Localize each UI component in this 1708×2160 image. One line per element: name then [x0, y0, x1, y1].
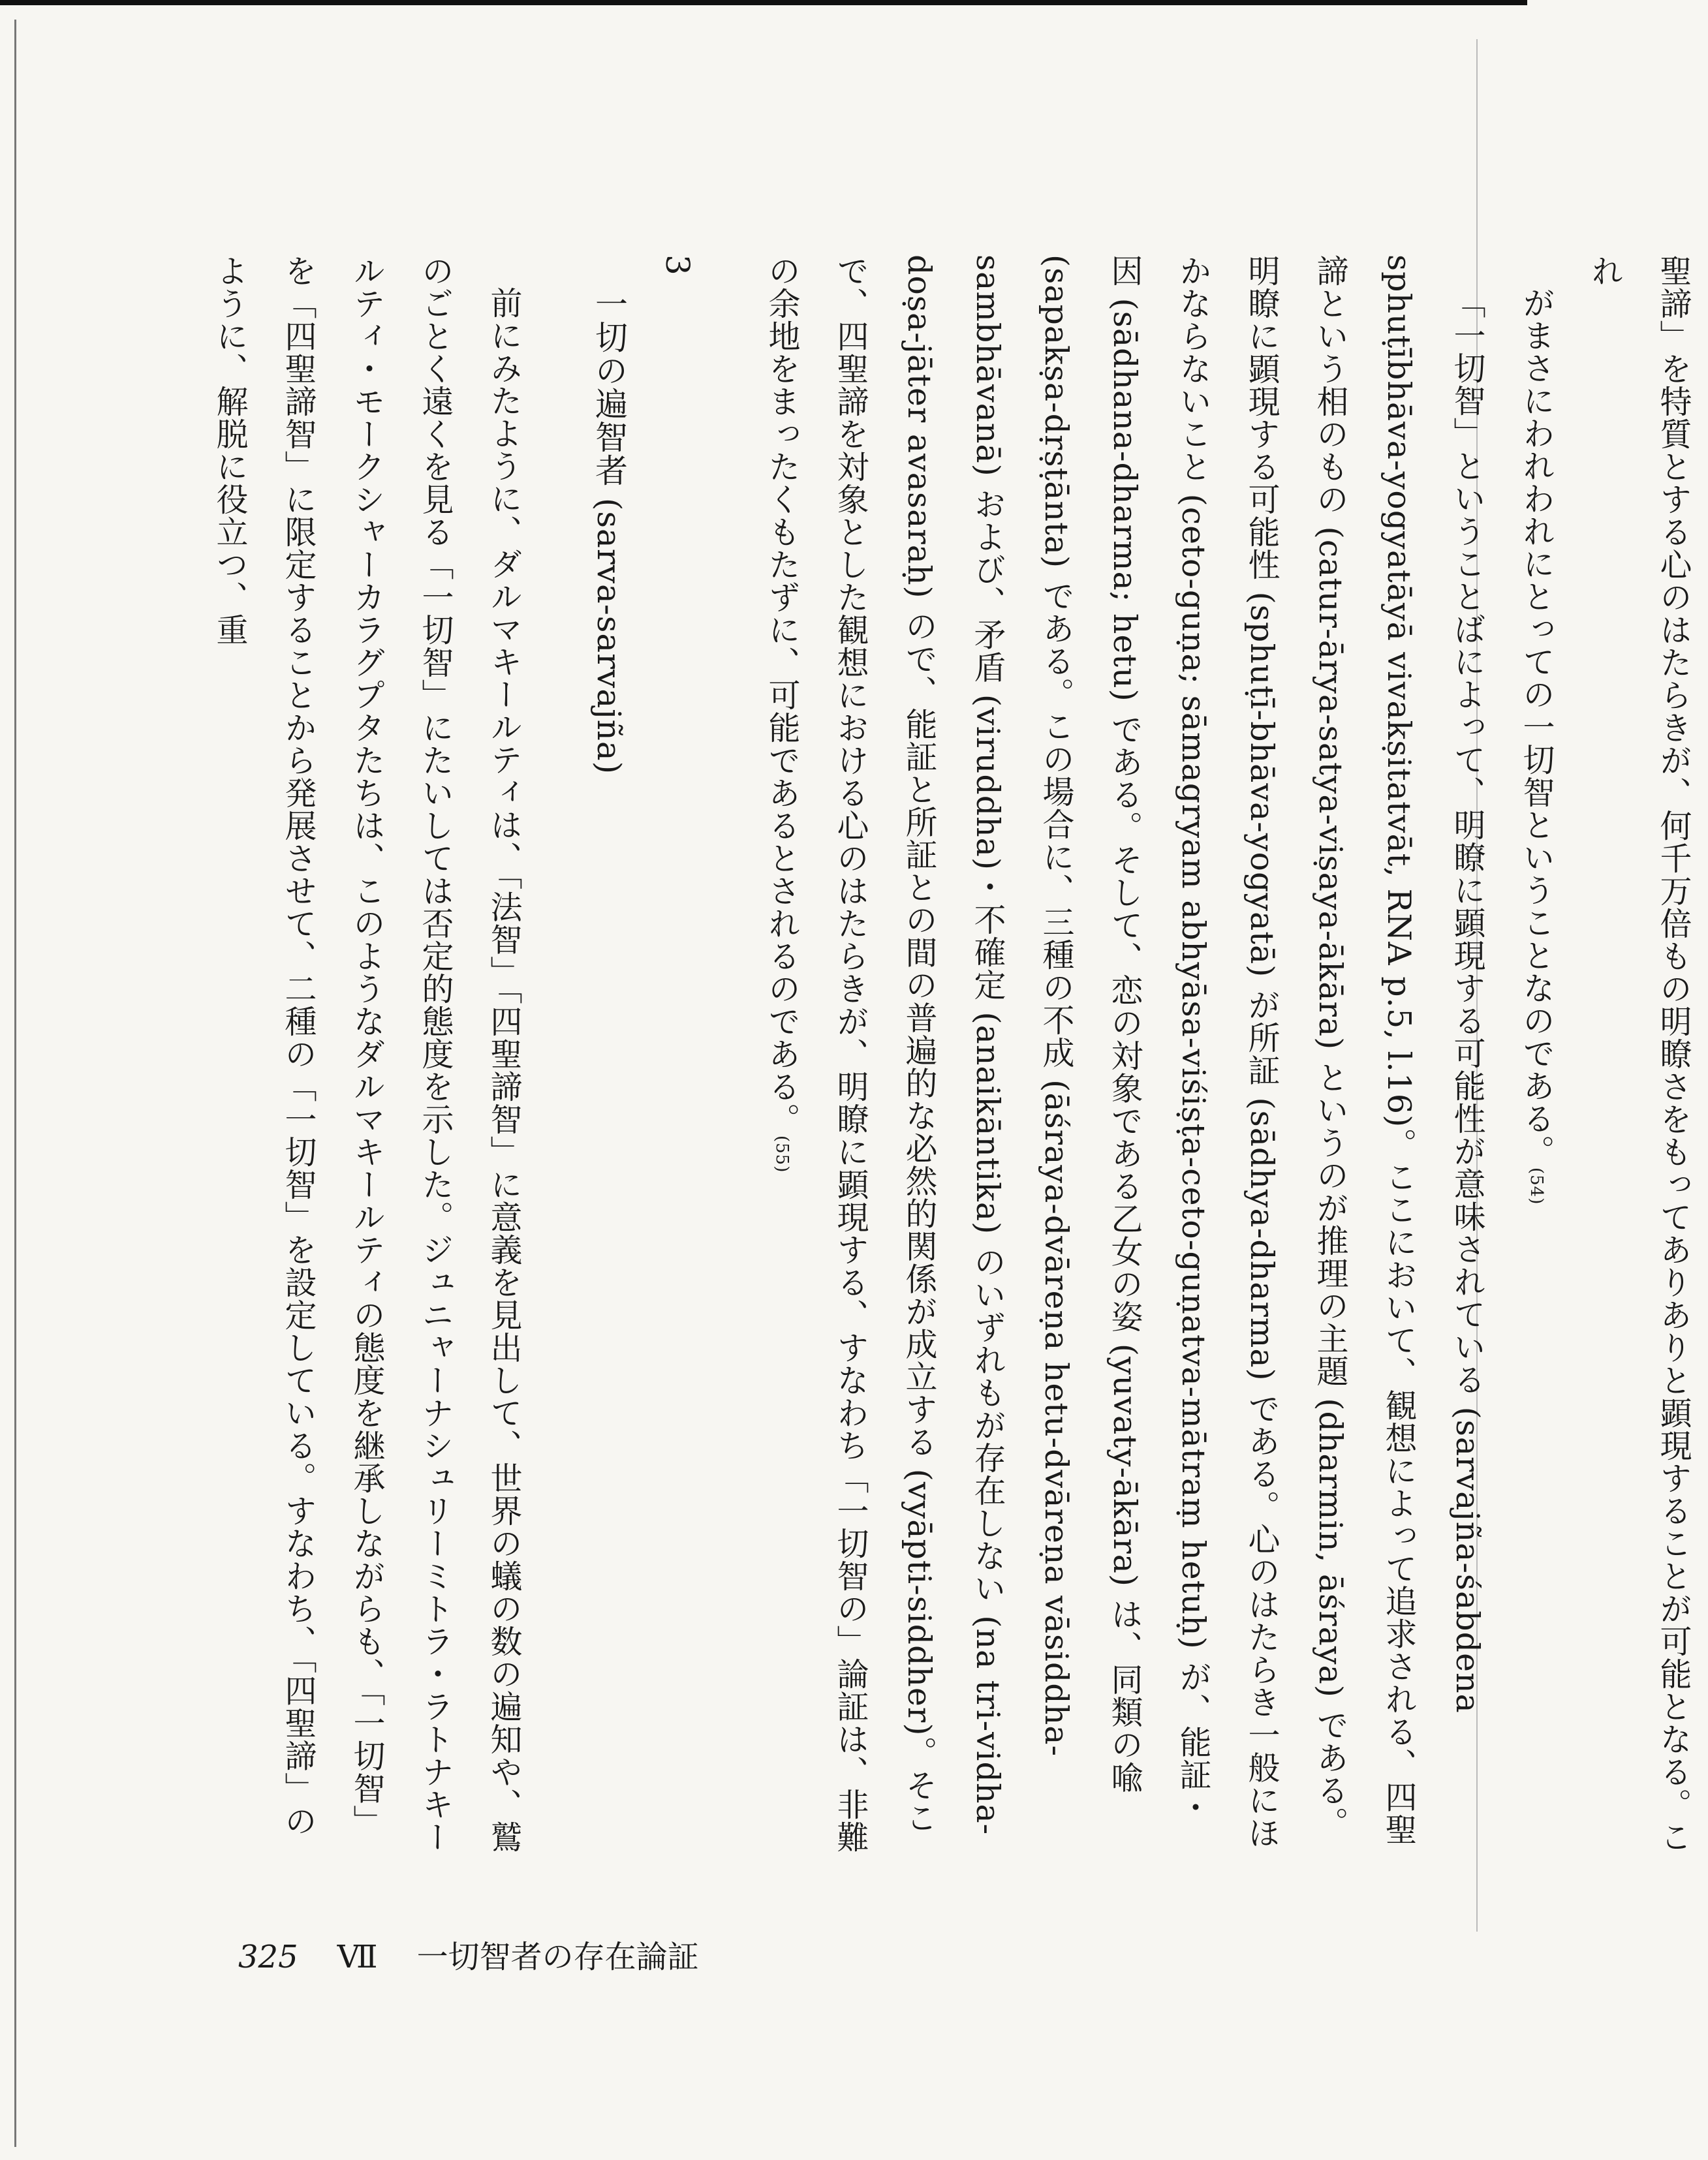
paragraph-1 [1502, 255, 1708, 1853]
paragraph-2-text: 「一切智」ということばによって、明瞭に顕現する可能性が意味されている (sarvajña-śabdena sphuṭībhāva-yogyatāyā vivakṣitatvāt, RNA p.5, l.16)。ここにおいて、観想によって追求される、四聖諦という相のもの (catur-ārya-satya-viṣaya-ākāra) というのが推理の主題 (dharmin, āśraya) である。明瞭に顕現する可能性 (sphuṭī-bhāva-yogyatā) が所証 (sādhya-dharma) である。心のはたらき一般にほかならないこと (ceto-guṇa; sāmagryam abhyāsa-viśiṣṭa-ceto-guṇatva-mātraṃ hetuḥ) が、能証・因 (sādhana-dharma; hetu) である。そして、恋の対象である乙女の姿 (yuvaty-ākāra) は、同類の喩 (sapakṣa-dṛṣṭānta) である。この場合に、三種の不成 (āśraya-dvāreṇa hetu-dvāreṇa vāsiddha-sambhāvanā) および、矛盾 (viruddha)・不確定 (anaikāntika) のいずれもが存在しない (na tri-vidha-doṣa-jāter avasaraḥ) ので、能証と所証との間の普遍的な必然的関係が成立する (vyāpti-siddher)。そこで、四聖諦を対象とした観想における心のはたらきが、明瞭に顕現する、すなわち「一切智の」論証は、非難の余地をまったくもたずに、可能であるとされるのである。 [764, 255, 1486, 1853]
binding-edge [14, 20, 16, 2147]
vertical-text-columns [196, 255, 1708, 1853]
page-number: 325 [238, 1939, 298, 1975]
page-body [196, 255, 1692, 1853]
footnote-54: (54) [1527, 1167, 1546, 1205]
chapter-title: 一切智者の存在論証 [416, 1939, 699, 1975]
paragraph-1-line2: がまさにわれわれにとっての一切智ということなのである。 [1518, 286, 1555, 1167]
section-heading [538, 255, 747, 1853]
paragraph-1-line1: 聖諦」を特質とする心のはたらきが、何千万倍もの明瞭さをもってありありと顕現することが可能となる。これ [1587, 255, 1692, 1853]
footnote-55: (55) [772, 1135, 792, 1173]
paragraph-2 [747, 255, 1502, 1853]
chapter-numeral: Ⅶ [337, 1939, 378, 1975]
page-footer [238, 1932, 699, 1977]
top-border [0, 0, 1527, 5]
section-title: 一切の遍智者 (sarva-sarvajña) [590, 287, 628, 775]
section-number: 3 [659, 255, 696, 276]
paragraph-3: 前にみたように、ダルマキールティは、「法智」「四聖諦智」に意義を見出して、世界の蟻の数の遍知や、鷲のごとく遠くを見る「一切智」にたいしては否定的態度を示した。ジュニャーナシュリーミトラ・ラトナキールティ・モークシャーカラグプタたちは、このようなダルマキールティの態度を継承しながらも、「一切智」を「四聖諦智」に限定することから発展させて、二種の「一切智」を設定している。すなわち、「四聖諦」のように、解脱に役立つ、重 [211, 255, 523, 1853]
